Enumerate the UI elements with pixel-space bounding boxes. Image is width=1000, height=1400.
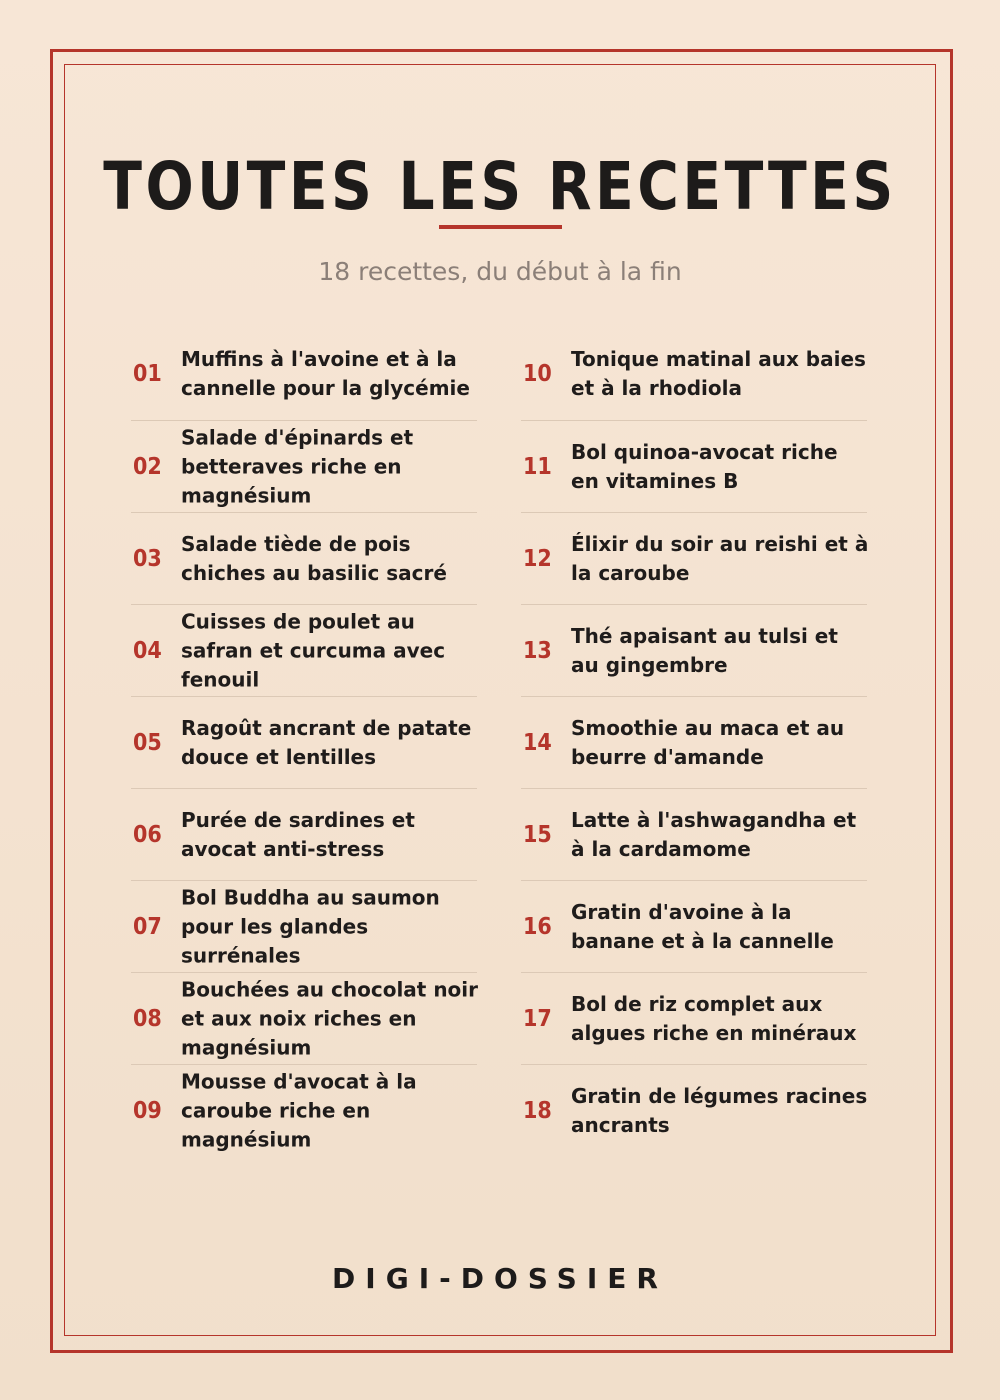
recipe-name: Muffins à l'avoine et à la cannelle pour la glycémie [181,347,470,400]
recipe-name: Bouchées au chocolat noir et aux noix riches en magnésium [181,977,479,1059]
recipe-item[interactable] [521,972,867,1064]
recipe-item[interactable] [521,788,867,880]
recipe-name: Tonique matinal aux baies et à la rhodiola [571,347,866,400]
footer-brand: DIGI-DOSSIER [332,1262,668,1295]
recipe-number: 05 [133,729,162,756]
page-subtitle: 18 recettes, du début à la fin [318,257,682,286]
recipe-item[interactable] [131,1064,477,1156]
recipe-item[interactable] [131,788,477,880]
recipe-name: Latte à l'ashwagandha et à la cardamome [571,807,857,861]
recipe-number: 18 [523,1097,552,1124]
recipe-name: Bol de riz complet aux algues riche en minéraux [571,991,857,1045]
recipe-list-left [131,328,477,1156]
recipe-name: Salade tiède de pois chiches au basilic sacré [181,531,447,585]
page-title: TOUTES LES RECETTES [103,148,897,225]
recipe-item[interactable] [131,696,477,788]
recipe-name: Bol Buddha au saumon pour les glandes surrénales [181,885,440,967]
recipe-name: Élixir du soir au reishi et à la caroube [571,531,869,585]
recipe-number: 13 [523,637,552,664]
recipe-name: Thé apaisant au tulsi et au gingembre [571,623,838,677]
recipe-item[interactable] [521,1064,867,1156]
recipe-item[interactable] [521,880,867,972]
recipe-name: Mousse d'avocat à la caroube riche en magnésium [181,1069,417,1151]
recipe-name: Salade d'épinards et betteraves riche en magnésium [181,425,414,507]
recipe-item[interactable] [521,328,867,420]
recipe-number: 16 [523,913,552,940]
recipe-name: Smoothie au maca et au beurre d'amande [571,715,845,769]
recipe-item[interactable] [521,420,867,512]
recipe-list-right [521,328,867,1156]
recipe-item[interactable] [521,604,867,696]
recipe-number: 07 [133,913,162,940]
recipe-number: 04 [133,637,162,664]
recipe-number: 15 [523,821,552,848]
recipe-name: Purée de sardines et avocat anti-stress [181,807,415,861]
recipe-number: 17 [523,1005,552,1032]
recipe-number: 06 [133,821,162,848]
recipe-item[interactable] [131,880,477,972]
recipe-number: 02 [133,453,162,480]
recipe-name: Gratin d'avoine à la banane et à la cannelle [571,899,834,953]
recipe-number: 08 [133,1005,162,1032]
recipe-number: 10 [523,361,552,387]
recipe-number: 11 [523,453,552,480]
recipe-number: 03 [133,545,162,572]
recipe-item[interactable] [131,972,477,1064]
recipe-item[interactable] [131,604,477,696]
recipe-item[interactable] [131,328,477,420]
recipe-name: Gratin de légumes racines ancrants [571,1083,868,1137]
recipe-number: 09 [133,1097,162,1124]
recipe-number: 14 [523,729,552,756]
recipe-name: Ragoût ancrant de patate douce et lentilles [181,715,472,769]
recipe-item[interactable] [131,420,477,512]
recipe-number: 12 [523,545,552,572]
title-underline [439,225,562,229]
recipe-name: Bol quinoa-avocat riche en vitamines B [571,439,838,493]
recipe-name: Cuisses de poulet au safran et curcuma avec fenouil [181,609,446,691]
recipe-item[interactable] [131,512,477,604]
recipe-number: 01 [133,361,162,387]
recipe-item[interactable] [521,696,867,788]
recipe-item[interactable] [521,512,867,604]
